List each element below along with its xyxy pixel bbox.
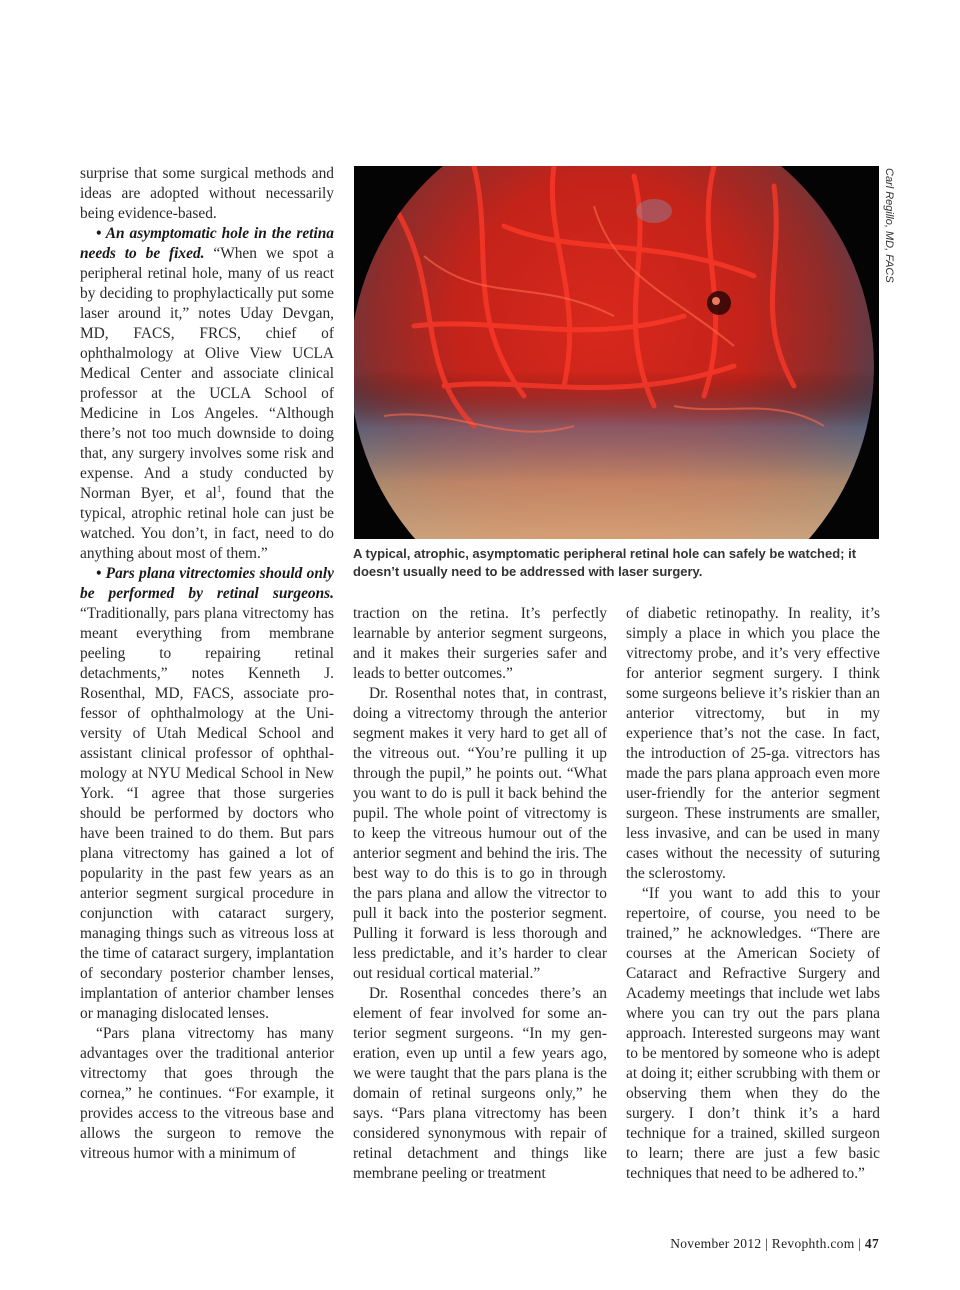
paragraph: surprise that some surgical methods and ideas are adopted without necessarily being evidence-based. xyxy=(80,165,334,222)
retina-photo-image xyxy=(354,166,879,539)
reference-superscript: 1 xyxy=(216,483,222,494)
page-footer xyxy=(670,1236,879,1252)
paragraph: of diabetic retinopathy. In reality, it’s simply a place in which you place the vitrectomy probe, and it’s very effective for anterior segment surgery. I think some surgeons believe it’s riskier than an anterior vitrectomy, but in my experience that’s not the case. In fact, the introduction of 25-ga. vitrectors has made the pars plana approach even more user-friendly for the anterior segment surgeon. These instruments are smaller, less invasive, and can be used in many cases without the necessity of suturing the sclerostomy. xyxy=(626,605,880,882)
myth-heading: • Pars plana vitrectomies should only be performed by retinal surgeons. xyxy=(80,565,334,602)
paragraph: “Pars plana vitrectomy has many advantages over the traditional anterior vitrectomy that goes through the cornea,” he continues. “For example, it provides access to the vitreous base and allows the surgeon to remove the vitreous humor with a minimum of xyxy=(80,1025,334,1162)
article-column-1 xyxy=(80,164,334,1164)
myth-heading: • An asymptomatic hole in the retina needs to be fixed. xyxy=(80,225,334,262)
paragraph: “If you want to add this to your repertoire, of course, you need to be trained,” he acknowledges. “There are courses at the American Society of Cataract and Refractive Surgery and Academy meetings that include wet labs where you can try out the pars plana approach. Interested surgeons may want to be mentored by someone who is adept at doing it; either scrubbing with them or observing them when they do the surgery. I don’t think it’s a hard technique for a trained, skilled surgeon to learn; there are just a few basic techniques that need to be adhered to.” xyxy=(626,885,880,1182)
paragraph xyxy=(80,564,334,1024)
paragraph: Dr. Rosenthal concedes there’s an element of fear involved for some anterior segment surgeons. “In my generation, even up until a few years ago, we were taught that the pars plana is the domain of retinal surgeons only,” he says. “Pars plana vitrectomy has been considered synonymous with repair of retinal detachment and things like membrane peeling or treatment xyxy=(353,985,607,1182)
article-column-2 xyxy=(353,604,607,1184)
footer-issue: November 2012 | Revophth.com | xyxy=(670,1236,865,1251)
figure-caption: A typical, atrophic, asymptomatic peripheral retinal hole can safely be watched; it doesn’t usually need to be addressed with laser surgery. xyxy=(353,546,857,579)
paragraph-text: , found that the typical, atrophic retinal hole can just be watched. You don’t, in fact, need to do anything about most of them.” xyxy=(80,485,334,562)
paragraph: traction on the retina. It’s perfectly learnable by anterior segment surgeons, and it makes their surgeries safer and leads to better outcomes.” xyxy=(353,605,607,682)
page-number: 47 xyxy=(864,1236,879,1251)
article-column-3 xyxy=(626,604,880,1184)
paragraph-text: “When we spot a peripheral retinal hole, many of us react by deciding to prophylactically put some laser around it,” notes Uday Devgan, MD, FACS, FRCS, chief of ophthalmology at Olive View UCLA Medical Center and associate clinical professor at the UCLA School of Medicine in Los Angeles. “Although there’s not too much downside to doing that, any surgery involves some risk and expense. And a study conducted by Norman Byer, et al xyxy=(80,245,335,502)
photo-credit: Carl Regillo, MD, FACS xyxy=(883,168,895,283)
paragraph: Dr. Rosenthal notes that, in contrast, doing a vitrectomy through the anterior segment makes it very hard to get all of the vitreous out. “You’re pulling it up through the pupil,” he points out. “What you want to do is pull it back behind the pupil. The whole point of vitrectomy is to keep the vitreous humour out of the anterior segment and behind the iris. The best way to do this is to go in through the pars plana and allow the vitrector to pull it back into the posterior segment. Pulling it forward is less thorough and less predictable, and it’s harder to clear out residual cortical material.” xyxy=(353,685,607,982)
paragraph-text: “Traditionally, pars plana vitrectomy has meant everything from membrane peeling to repairing retinal detachments,” notes Kenneth J. Rosenthal, MD, FACS, associate professor of ophthalmology at the University of Utah Medical School and assistant clinical professor of ophthalmology at NYU Medical School in New York. “I agree that those surgeries should be performed by doctors who have been trained to do them. But pars plana vitrectomy has gained a lot of popularity in the past few years as an anterior segment surgical procedure in conjunction with cataract surgery, managing things such as vitreous loss at the time of cataract surgery, implantation of secondary posterior chamber lenses, implantation of anterior chamber lenses or managing dislocated lenses. xyxy=(80,605,334,1022)
retina-photo xyxy=(354,166,879,539)
paragraph xyxy=(80,224,334,564)
